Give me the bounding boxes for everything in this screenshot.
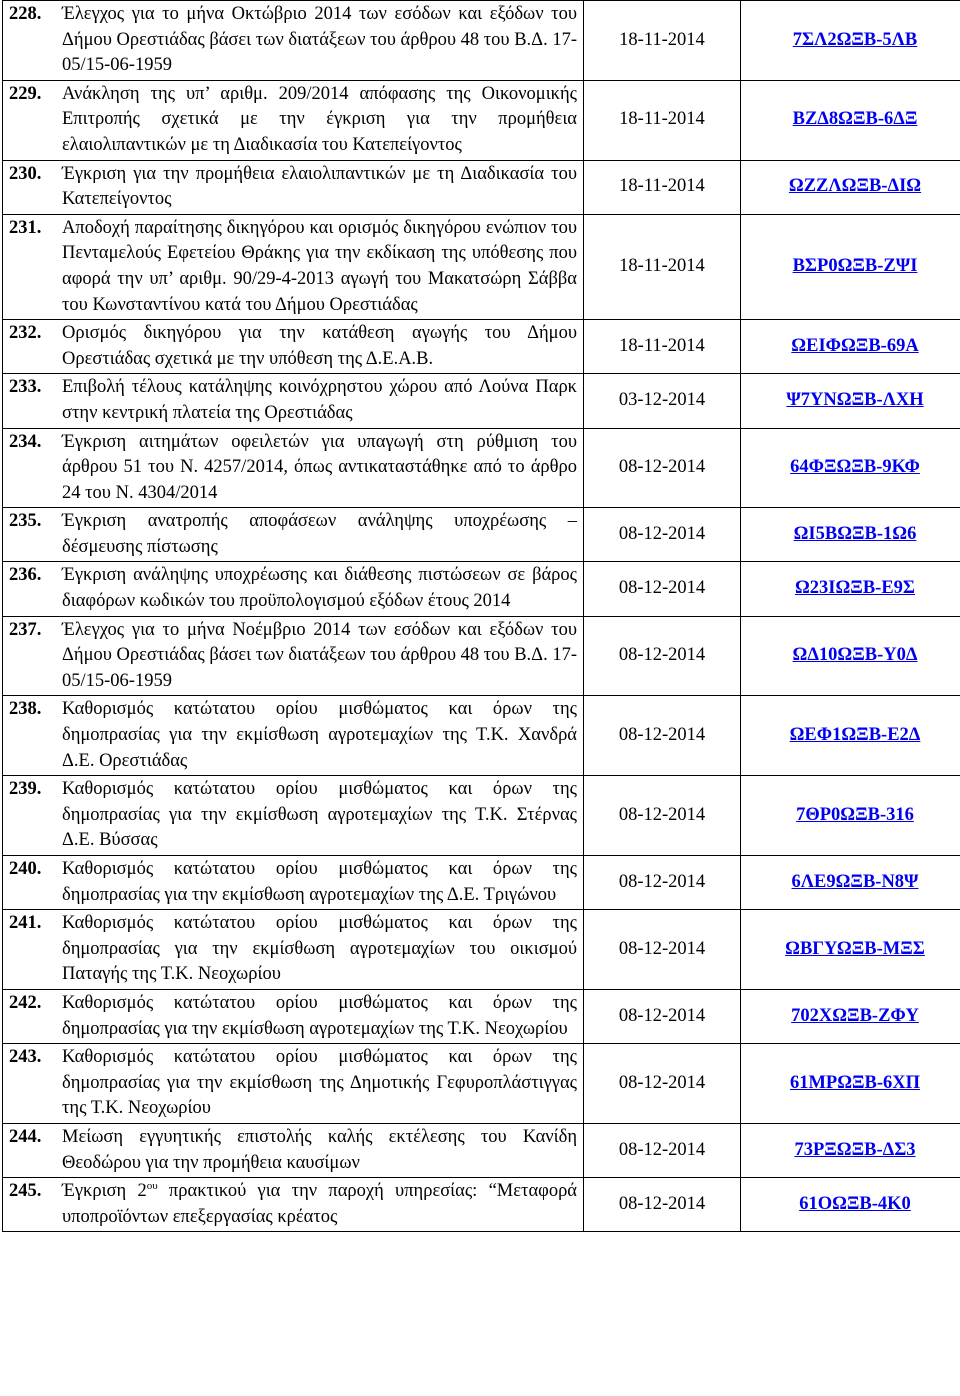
- decision-text: Καθορισμός κατώτατου ορίου μισθώματος και όρων της δημοπρασίας για την εκμίσθωση αγροτεμαχίων της Τ.Κ. Νεοχωρίου: [62, 992, 577, 1039]
- decision-code-link[interactable]: 7ΣΛ2ΩΞΒ-5ΛΒ: [792, 29, 918, 50]
- decision-date: 08-12-2014: [584, 1123, 741, 1177]
- decision-code-link[interactable]: 64ΦΞΩΞΒ-9ΚΦ: [790, 457, 920, 478]
- decision-date: 08-12-2014: [584, 696, 741, 776]
- decision-text-part: πρακτικού για την παροχή υπηρεσίας: “Μεταφορά υποπροϊόντων επεξεργασίας κρέατος: [62, 1181, 577, 1227]
- decision-code-link[interactable]: ΩΕΙΦΩΞΒ-69Α: [791, 335, 919, 356]
- decision-number: 245.: [9, 1181, 42, 1202]
- decision-number: 237.: [9, 619, 42, 640]
- table-row: [3, 1178, 960, 1232]
- decision-date: 18-11-2014: [584, 214, 741, 319]
- decision-date: 08-12-2014: [584, 616, 741, 696]
- decision-description-cell: [3, 214, 584, 319]
- decision-code-cell: [741, 696, 960, 776]
- decision-code-link[interactable]: ΩΒΓΥΩΞΒ-ΜΞΣ: [785, 938, 925, 959]
- table-row: [3, 374, 960, 428]
- decision-description-cell: [3, 856, 584, 910]
- table-row: [3, 1, 960, 81]
- table-row: [3, 776, 960, 856]
- table-row: [3, 80, 960, 160]
- decision-code-link[interactable]: Ω23ΙΩΞΒ-Ε9Σ: [794, 578, 916, 599]
- decision-text: Ορισμός δικηγόρου για την κατάθεση αγωγής του Δήμου Ορεστιάδας σχετικά με την υπόθεση της Δ.Ε.Α.Β.: [62, 323, 577, 369]
- decision-code-cell: [741, 80, 960, 160]
- decision-description-cell: [3, 1044, 584, 1124]
- decision-date: 08-12-2014: [584, 428, 741, 508]
- decision-code-link[interactable]: 61ΟΩΞΒ-4Κ0: [799, 1193, 911, 1214]
- decision-code-link[interactable]: 61ΜΡΩΞΒ-6ΧΠ: [789, 1072, 921, 1093]
- decision-number: 228.: [9, 4, 42, 24]
- decision-text: Αποδοχή παραίτησης δικηγόρου και ορισμός δικηγόρου ενώπιον του Πενταμελούς Εφετείου Θράκης για την εκδίκαση της υπόθεσης που αφορά την υπ’ αριθμ. 90/29-4-2013 αγωγή του Μακατσώρη Σάββα του Κωνσταντίνου κατά του Δήμου Ορεστιάδας: [62, 217, 577, 315]
- decision-number: 242.: [9, 992, 42, 1013]
- decision-number: 243.: [9, 1047, 42, 1068]
- decision-code-cell: [741, 428, 960, 508]
- decision-date: 08-12-2014: [584, 508, 741, 562]
- decision-code-cell: [741, 562, 960, 616]
- decision-text: Έλεγχος για το μήνα Οκτώβριο 2014 των εσόδων και εξόδων του Δήμου Ορεστιάδας βάσει των διατάξεων του άρθρου 48 του Β.Δ. 17-05/15-06-1959: [62, 4, 577, 76]
- decision-number: 240.: [9, 859, 42, 879]
- decision-number: 232.: [9, 323, 42, 344]
- table-row: [3, 428, 960, 508]
- decision-text: Έγκριση για την προμήθεια ελαιολιπαντικών με τη Διαδικασία του Κατεπείγοντος: [62, 163, 577, 210]
- decision-code-link[interactable]: ΩΙ5ΒΩΞΒ-1Ω6: [793, 524, 917, 545]
- table-row: [3, 616, 960, 696]
- decision-code-cell: [741, 160, 960, 214]
- decision-text: Καθορισμός κατώτατου ορίου μισθώματος και όρων της δημοπρασίας για την εκμίσθωση αγροτεμαχίων της Τ.Κ. Στέρνας Δ.Ε. Βύσσας: [62, 779, 577, 851]
- ordinal-suffix: ου: [146, 1179, 158, 1192]
- decision-number: 230.: [9, 163, 42, 184]
- decision-number: 241.: [9, 913, 42, 934]
- decision-text: Καθορισμός κατώτατου ορίου μισθώματος και όρων της δημοπρασίας για την εκμίσθωση αγροτεμαχίων του οικισμού Παταγής της Τ.Κ. Νεοχωρίου: [62, 913, 577, 985]
- decision-description-cell: [3, 80, 584, 160]
- decision-text: Επιβολή τέλους κατάληψης κοινόχρηστου χώρου από Λούνα Παρκ στην κεντρική πλατεία της Ορεστιάδας: [62, 377, 577, 423]
- decision-date: 18-11-2014: [584, 80, 741, 160]
- table-row: [3, 1123, 960, 1177]
- decisions-table-continued: [2, 1177, 960, 1232]
- decision-code-link[interactable]: ΒΣΡ0ΩΞΒ-ΖΨΙ: [792, 256, 918, 277]
- decision-date: 18-11-2014: [584, 320, 741, 374]
- decision-number: 235.: [9, 511, 42, 532]
- decision-description-cell: [3, 562, 584, 616]
- decision-text: Ανάκληση της υπ’ αριθμ. 209/2014 απόφασης της Οικονομικής Επιτροπής σχετικά με την έγκριση για την προμήθεια ελαιολιπαντικών με τη Διαδικασία του Κατεπείγοντος: [62, 83, 577, 155]
- decision-code-cell: [741, 508, 960, 562]
- decision-description-cell: [3, 320, 584, 374]
- decision-date: 08-12-2014: [584, 562, 741, 616]
- decision-code-cell: [741, 320, 960, 374]
- table-row: [3, 320, 960, 374]
- decision-date: 08-12-2014: [584, 856, 741, 910]
- decision-description-cell: [3, 1178, 584, 1232]
- decision-date: 08-12-2014: [584, 1178, 741, 1232]
- decision-description-cell: [3, 989, 584, 1043]
- decisions-table: [2, 0, 960, 1178]
- decision-code-link[interactable]: 702ΧΩΞΒ-ΖΦΥ: [791, 1005, 919, 1026]
- decision-code-link[interactable]: ΩΕΦ1ΩΞΒ-Ε2Δ: [789, 725, 921, 746]
- decision-number: 233.: [9, 377, 42, 398]
- decision-number: 239.: [9, 779, 42, 800]
- table-row: [3, 160, 960, 214]
- decision-text: Έλεγχος για το μήνα Νοέμβριο 2014 των εσόδων και εξόδων του Δήμου Ορεστιάδας βάσει των διατάξεων του άρθρου 48 του Β.Δ. 17-05/15-06-1959: [62, 619, 577, 691]
- decision-description-cell: [3, 1, 584, 81]
- decision-description-cell: [3, 776, 584, 856]
- decision-code-cell: [741, 776, 960, 856]
- decision-code-cell: [741, 616, 960, 696]
- decision-description-cell: [3, 616, 584, 696]
- decision-code-cell: [741, 910, 960, 990]
- decision-text: Μείωση εγγυητικής επιστολής καλής εκτέλεσης του Κανίδη Θεοδώρου για την προμήθεια καυσίμων: [62, 1126, 577, 1173]
- decision-description-cell: [3, 160, 584, 214]
- decision-code-link[interactable]: ΩΔ10ΩΞΒ-Υ0Δ: [792, 645, 918, 666]
- decision-description-cell: [3, 910, 584, 990]
- decision-text: Καθορισμός κατώτατου ορίου μισθώματος και όρων της δημοπρασίας για την εκμίσθωση αγροτεμαχίων της Τ.Κ. Χανδρά Δ.Ε. Ορεστιάδας: [62, 699, 577, 771]
- decision-text: Καθορισμός κατώτατου ορίου μισθώματος και όρων της δημοπρασίας για την εκμίσθωση της Δημοτικής Γεφυροπλάστιγγας της Τ.Κ. Νεοχωρίου: [62, 1047, 577, 1119]
- table-row: [3, 856, 960, 910]
- decision-description-cell: [3, 428, 584, 508]
- decision-text: Καθορισμός κατώτατου ορίου μισθώματος και όρων της δημοπρασίας για την εκμίσθωση αγροτεμαχίων της Δ.Ε. Τριγώνου: [62, 859, 577, 905]
- decision-description-cell: [3, 1123, 584, 1177]
- table-row: [3, 1044, 960, 1124]
- decision-date: 08-12-2014: [584, 776, 741, 856]
- decision-description-cell: [3, 696, 584, 776]
- table-row: [3, 562, 960, 616]
- decision-number: 236.: [9, 565, 42, 586]
- decision-number: 238.: [9, 699, 42, 720]
- decision-text-part: Έγκριση 2: [62, 1181, 147, 1202]
- table-row: [3, 989, 960, 1043]
- decision-code-link[interactable]: Ψ7ΥΝΩΞΒ-ΛΧΗ: [786, 390, 924, 411]
- decision-code-cell: [741, 1044, 960, 1124]
- decision-date: 18-11-2014: [584, 160, 741, 214]
- table-row: [3, 214, 960, 319]
- decision-code-link[interactable]: 6ΛΕ9ΩΞΒ-Ν8Ψ: [791, 871, 919, 892]
- decision-text: Έγκριση ανατροπής αποφάσεων ανάληψης υποχρέωσης – δέσμευσης πίστωσης: [62, 511, 577, 557]
- decision-description-cell: [3, 374, 584, 428]
- decision-text: [62, 1179, 577, 1230]
- decision-code-cell: [741, 1, 960, 81]
- decision-description-cell: [3, 508, 584, 562]
- decision-date: 03-12-2014: [584, 374, 741, 428]
- decision-number: 231.: [9, 217, 42, 238]
- decision-code-link[interactable]: ΩΖΖΛΩΞΒ-ΔΙΩ: [788, 176, 922, 197]
- decision-code-cell: [741, 374, 960, 428]
- decision-code-cell: [741, 1123, 960, 1177]
- decision-code-cell: [741, 1178, 960, 1232]
- decision-date: 08-12-2014: [584, 989, 741, 1043]
- decision-code-cell: [741, 989, 960, 1043]
- table-row: [3, 508, 960, 562]
- decision-number: 244.: [9, 1126, 42, 1147]
- decision-date: 08-12-2014: [584, 1044, 741, 1124]
- decision-number: 229.: [9, 83, 42, 104]
- decision-date: 08-12-2014: [584, 910, 741, 990]
- decision-number: 234.: [9, 431, 42, 452]
- decision-code-cell: [741, 214, 960, 319]
- decision-code-cell: [741, 856, 960, 910]
- decision-code-link[interactable]: 73ΡΞΩΞΒ-ΔΣ3: [794, 1139, 916, 1160]
- decision-code-link[interactable]: 7ΘΡ0ΩΞΒ-316: [796, 804, 914, 825]
- decision-text: Έγκριση αιτημάτων οφειλετών για υπαγωγή στη ρύθμιση του άρθρου 51 του Ν. 4257/2014, όπως αντικαταστάθηκε από το άρθρο 24 του Ν. 4304/2014: [62, 431, 577, 503]
- decision-code-link[interactable]: ΒΖΔ8ΩΞΒ-6ΔΞ: [792, 109, 918, 130]
- table-row: [3, 910, 960, 990]
- table-row: [3, 696, 960, 776]
- decisions-table-body: [3, 1, 960, 1178]
- decision-text: Έγκριση ανάληψης υποχρέωσης και διάθεσης πιστώσεων σε βάρος διαφόρων κωδικών του προϋπολογισμού εξόδων έτους 2014: [62, 565, 577, 612]
- decision-date: 18-11-2014: [584, 1, 741, 81]
